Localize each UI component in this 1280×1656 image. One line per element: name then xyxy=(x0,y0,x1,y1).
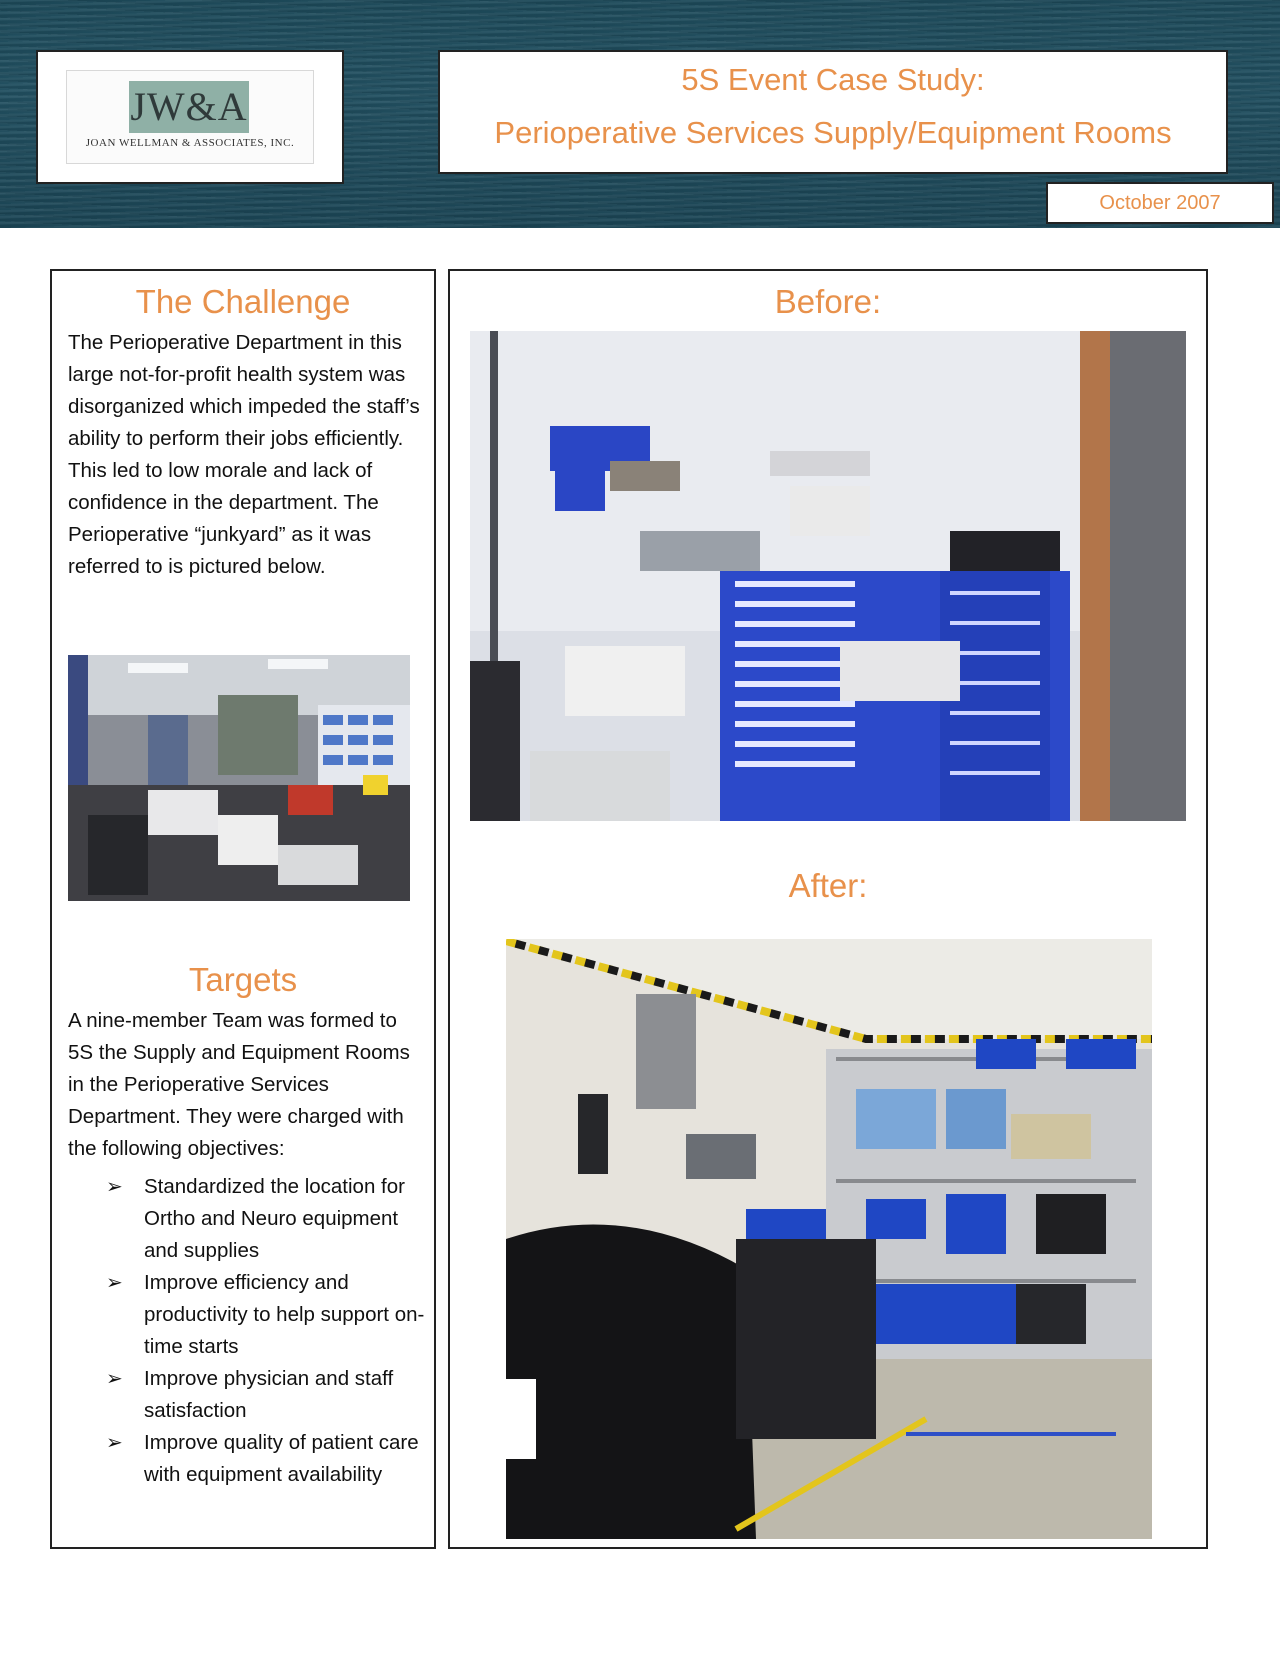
arrow-bullet-icon: ➢ xyxy=(106,1368,123,1390)
page-subtitle: Perioperative Services Supply/Equipment Rooms xyxy=(494,115,1172,150)
junkyard-photo xyxy=(68,655,410,901)
title-box xyxy=(438,50,1228,174)
targets-text: A nine-member Team was formed to 5S the Supply and Equipment Rooms in the Perioperative Services Department. They were charged with the following objectives: xyxy=(68,1009,410,1160)
objective-text: Standardized the location for Ortho and Neuro equipment and supplies xyxy=(144,1175,405,1262)
logo-company-name: JOAN WELLMAN & ASSOCIATES, INC. xyxy=(85,137,295,149)
after-heading: After: xyxy=(788,867,868,904)
arrow-bullet-icon: ➢ xyxy=(106,1272,123,1294)
list-item xyxy=(68,1363,428,1427)
objective-text: Improve physician and staff satisfaction xyxy=(144,1367,394,1422)
list-item xyxy=(68,1267,428,1363)
objective-text: Improve quality of patient care with equipment availability xyxy=(144,1431,419,1486)
right-panel xyxy=(448,269,1208,1549)
before-photo xyxy=(470,331,1186,821)
logo-box xyxy=(36,50,344,184)
arrow-bullet-icon: ➢ xyxy=(106,1176,123,1198)
challenge-heading: The Challenge xyxy=(135,283,351,320)
targets-heading: Targets xyxy=(188,961,298,998)
before-heading: Before: xyxy=(774,283,882,320)
company-logo xyxy=(66,70,314,164)
page-title: 5S Event Case Study: xyxy=(681,62,985,97)
header-band xyxy=(0,0,1280,228)
logo-mark: JW&A xyxy=(129,81,249,133)
objective-text: Improve efficiency and productivity to help support on-time starts xyxy=(144,1271,425,1358)
date-label: October 2007 xyxy=(1046,182,1274,224)
left-panel xyxy=(50,269,436,1549)
challenge-text: The Perioperative Department in this large not-for-profit health system was disorganized which impeded the staff’s ability to perform their jobs efficiently. This led to low morale and lack of confidence in the department. The Perioperative “junkyard” as it was referred to is pictured below. xyxy=(68,331,420,578)
after-photo xyxy=(506,939,1152,1539)
list-item xyxy=(68,1171,428,1267)
arrow-bullet-icon: ➢ xyxy=(106,1432,123,1454)
list-item xyxy=(68,1427,428,1491)
objectives-list xyxy=(68,1171,428,1491)
